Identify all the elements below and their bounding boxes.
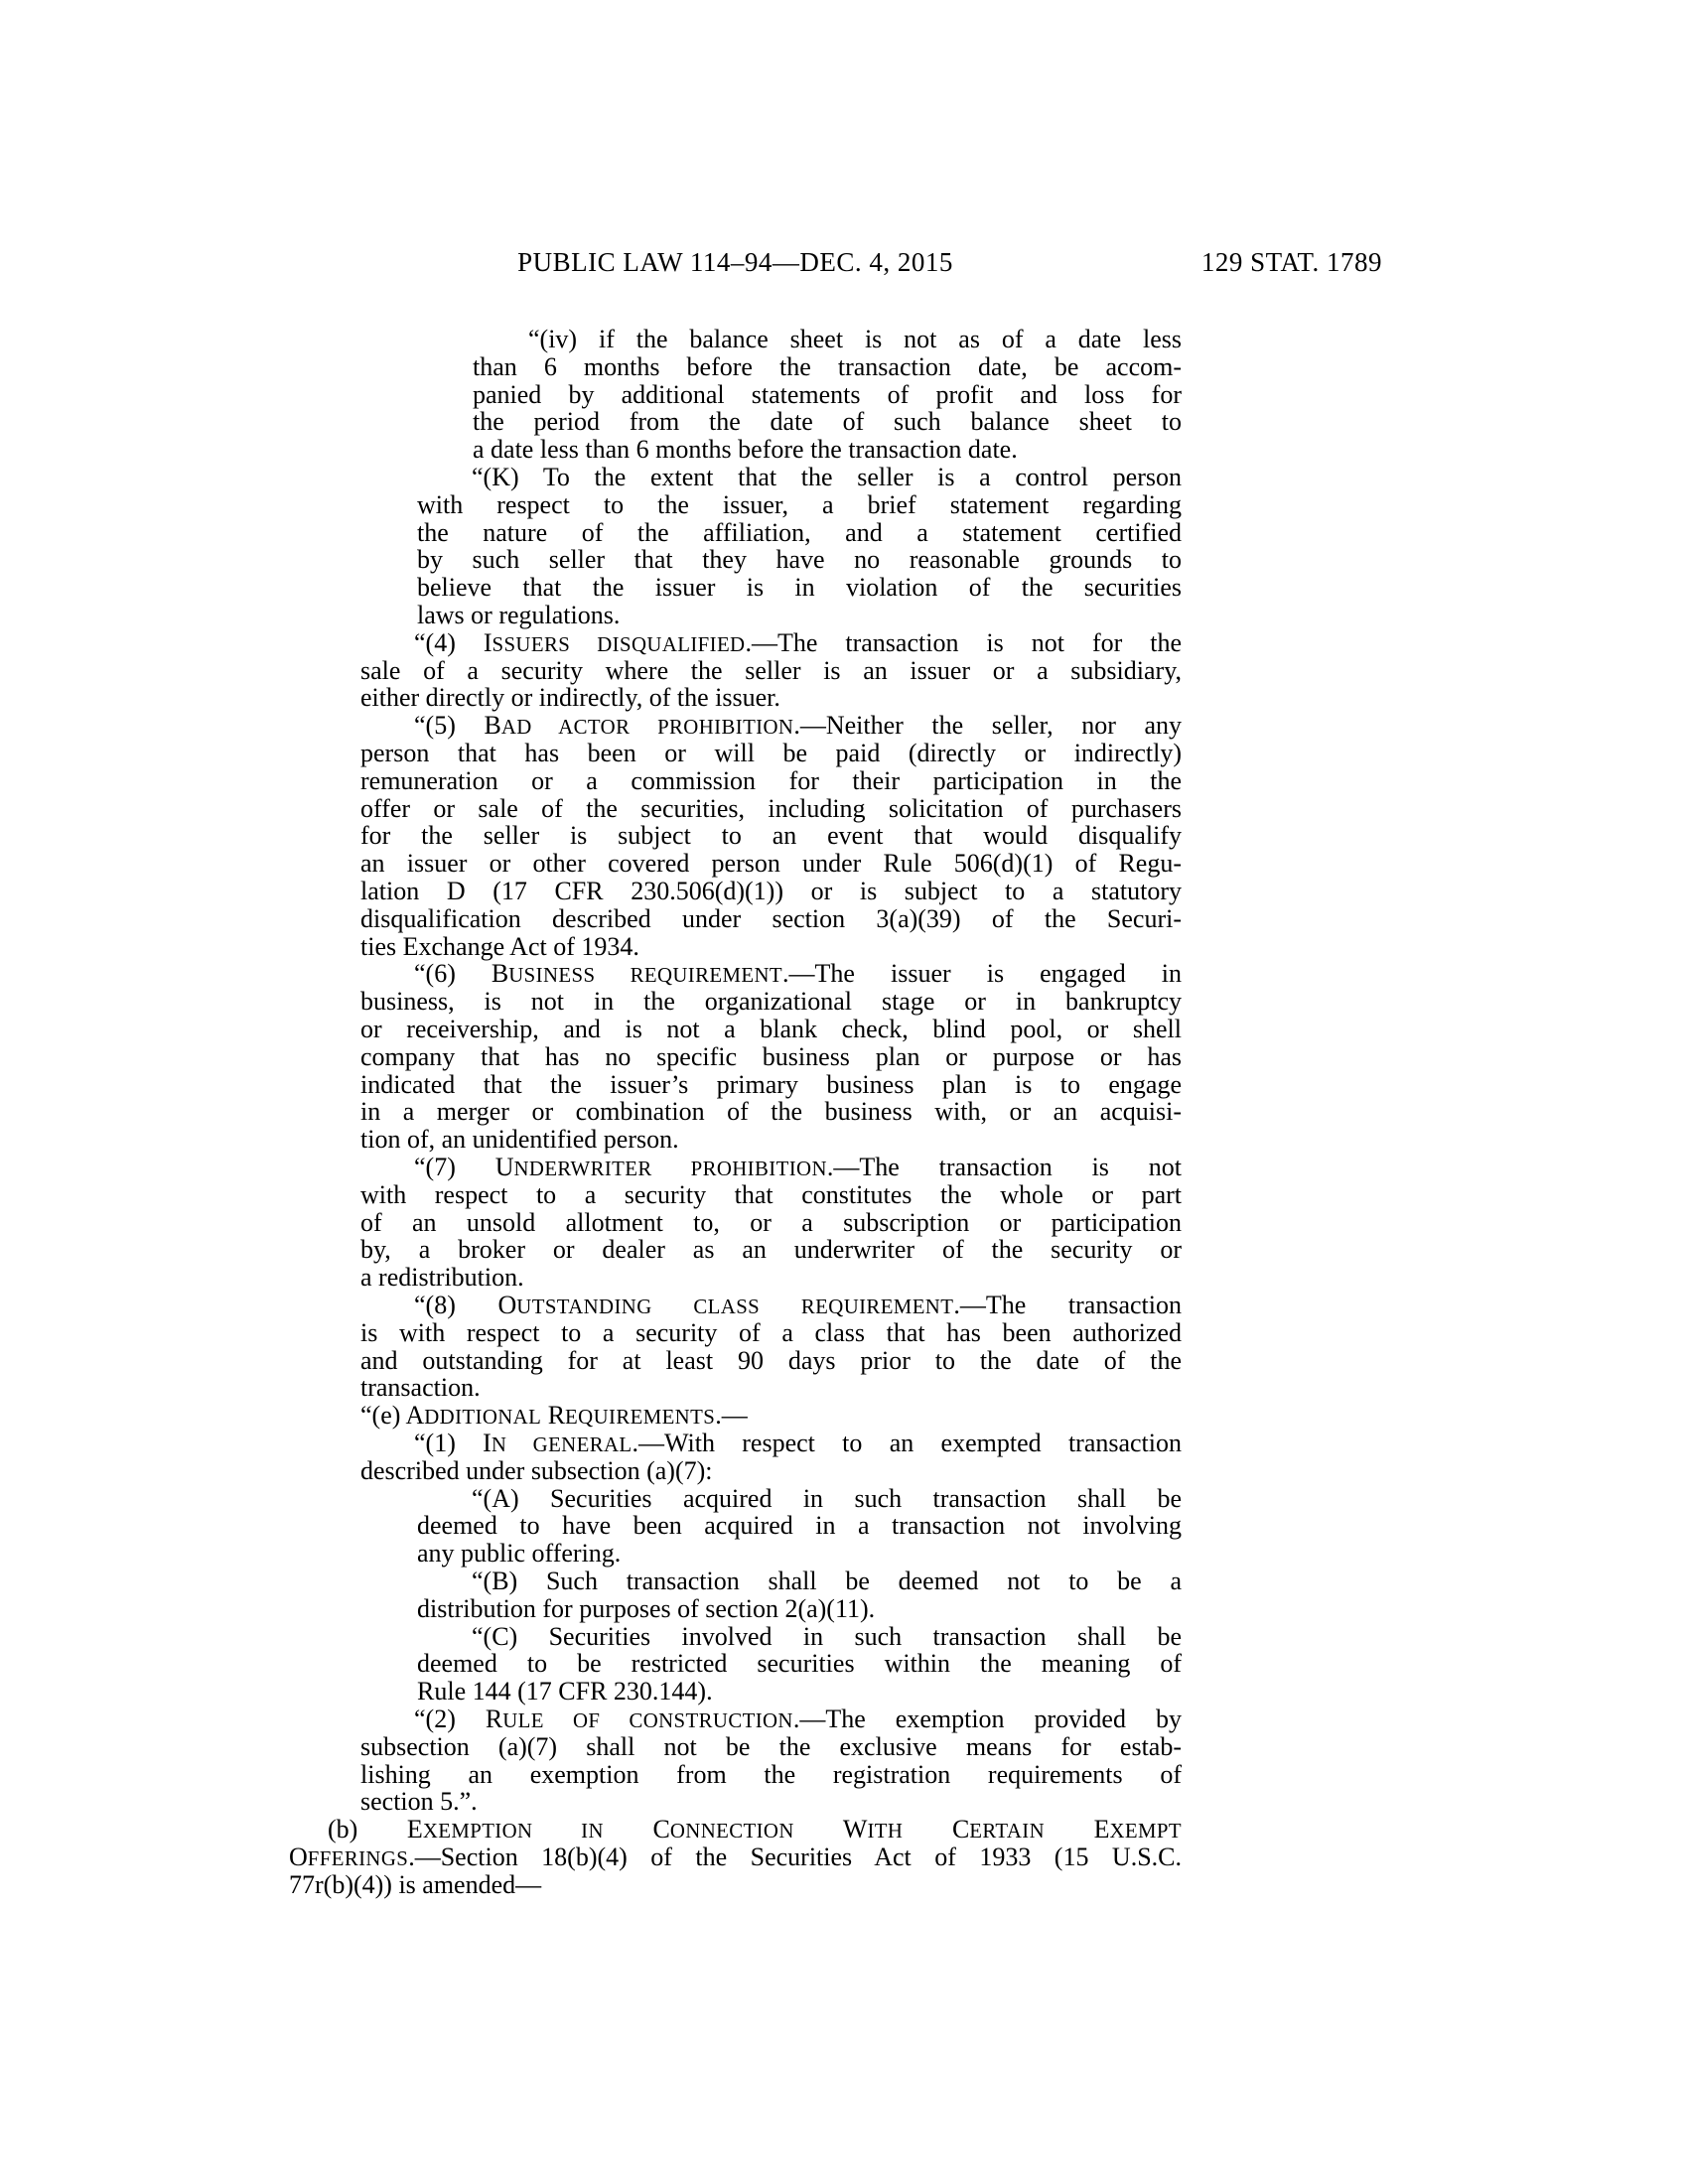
statute-paragraph-para-4 bbox=[360, 629, 1182, 712]
text-line: “(7) UNDERWRITER PROHIBITION.—The transaction is not bbox=[414, 1153, 1182, 1181]
text-line: described under subsection (a)(7): bbox=[360, 1455, 713, 1485]
text-line: “(1) IN GENERAL.—With respect to an exempted transaction bbox=[414, 1429, 1183, 1457]
text-line: section 5.”. bbox=[360, 1787, 478, 1817]
small-caps-text: N GENERAL bbox=[491, 1433, 633, 1456]
text-line: any public offering. bbox=[417, 1539, 622, 1569]
statute-paragraph-clause-iv bbox=[473, 326, 1182, 464]
small-caps-text: ULE OF CONSTRUCTION bbox=[502, 1709, 793, 1732]
small-caps-text: UTSTANDING CLASS REQUIREMENT bbox=[516, 1296, 954, 1318]
text-line: “(5) BAD ACTOR PROHIBITION.—Neither the seller, nor any bbox=[414, 711, 1183, 741]
header-law-title: PUBLIC LAW 114–94—DEC. 4, 2015 bbox=[517, 247, 953, 277]
small-caps-text: SSUERS DISQUALIFIED bbox=[492, 632, 746, 656]
text-line: sale of a security where the seller is an issuer or a subsidiary, bbox=[360, 655, 1182, 685]
text-line: either directly or indirectly, of the issuer. bbox=[360, 683, 780, 713]
text-line: panied by additional statements of profit and loss for bbox=[473, 379, 1182, 409]
text-line: by, a broker or dealer as an underwriter of the security or bbox=[360, 1235, 1182, 1265]
small-caps-text: EQUIREMENTS bbox=[565, 1406, 716, 1430]
text-line: deemed to have been acquired in a transaction not involving bbox=[417, 1511, 1182, 1541]
text-line: distribution for purposes of section 2(a)(11). bbox=[417, 1593, 876, 1623]
header-stat-page-number: 129 STAT. 1789 bbox=[1200, 247, 1382, 277]
text-line: “(2) RULE OF CONSTRUCTION.—The exemption provided by bbox=[414, 1705, 1182, 1733]
text-line: lation D (17 CFR 230.506(d)(1)) or is subject to a statutory bbox=[360, 876, 1182, 905]
statute-paragraph-para-5 bbox=[360, 712, 1182, 960]
text-line: the period from the date of such balance sheet to bbox=[473, 407, 1182, 437]
text-line: (b) EXEMPTION IN CONNECTION WITH CERTAIN EXEMPT bbox=[328, 1815, 1182, 1844]
text-line: believe that the issuer is in violation of the securities bbox=[417, 573, 1182, 603]
text-line: remuneration or a commission for their participation in the bbox=[360, 765, 1182, 795]
text-line: “(8) OUTSTANDING CLASS REQUIREMENT.—The transaction bbox=[414, 1291, 1182, 1319]
statute-paragraph-subsec-e bbox=[360, 1402, 1182, 1430]
text-line: offer or sale of the securities, including solicitation of purchasers bbox=[360, 793, 1182, 823]
small-caps-text: XEMPTION IN bbox=[422, 1820, 604, 1843]
small-caps-text: USINESS REQUIREMENT bbox=[508, 964, 783, 988]
statute-paragraph-para-6 bbox=[360, 960, 1182, 1154]
text-line: person that has been or will be paid (directly or indirectly) bbox=[360, 738, 1182, 767]
small-caps-text: FFERINGS bbox=[307, 1846, 409, 1870]
text-line: deemed to be restricted securities within the meaning of bbox=[417, 1649, 1182, 1679]
statute-paragraph-subpara-C bbox=[417, 1623, 1182, 1706]
text-line: “(6) BUSINESS REQUIREMENT.—The issuer is engaged in bbox=[414, 959, 1183, 989]
statute-paragraph-subpara-B bbox=[417, 1568, 1182, 1623]
text-line: laws or regulations. bbox=[417, 600, 621, 629]
text-line: for the seller is subject to an event that would disqualify bbox=[360, 821, 1182, 851]
text-line: the nature of the affiliation, and a statement certified bbox=[417, 517, 1182, 547]
text-line: tion of, an unidentified person. bbox=[360, 1125, 679, 1155]
small-caps-text: AD ACTOR PROHIBITION bbox=[500, 716, 794, 740]
text-line: or receivership, and is not a blank check, blind pool, or shell bbox=[360, 1014, 1182, 1043]
statute-paragraph-para-8 bbox=[360, 1292, 1182, 1402]
text-line: disqualification described under section 3(a)(39) of the Securi- bbox=[360, 903, 1182, 933]
text-line: “(e) ADDITIONAL REQUIREMENTS.— bbox=[360, 1401, 748, 1431]
text-line: ties Exchange Act of 1934. bbox=[360, 931, 639, 961]
text-line: “(C) Securities involved in such transaction shall be bbox=[472, 1621, 1182, 1651]
text-line: by such seller that they have no reasonable grounds to bbox=[417, 545, 1182, 575]
text-line: lishing an exemption from the registration requirements of bbox=[360, 1759, 1182, 1789]
text-line: with respect to a security that constitutes the whole or part bbox=[360, 1179, 1182, 1209]
text-line: is with respect to a security of a class that has been authorized bbox=[360, 1317, 1182, 1347]
text-line: an issuer or other covered person under Rule 506(d)(1) of Regu- bbox=[360, 849, 1182, 879]
text-line: in a merger or combination of the business with, or an acquisi- bbox=[360, 1097, 1182, 1127]
text-line: “(iv) if the balance sheet is not as of a date less bbox=[528, 325, 1182, 353]
small-caps-text: ONNECTION bbox=[669, 1820, 794, 1843]
statute-paragraph-para-2 bbox=[360, 1706, 1182, 1816]
text-line: Rule 144 (17 CFR 230.144). bbox=[417, 1677, 713, 1706]
text-line: subsection (a)(7) shall not be the exclusive means for estab- bbox=[360, 1731, 1182, 1761]
text-line: indicated that the issuer’s primary business plan is to engage bbox=[360, 1069, 1182, 1099]
statute-paragraph-subpara-A bbox=[417, 1485, 1182, 1568]
statute-paragraph-subpara-K bbox=[417, 464, 1182, 629]
statute-paragraph-para-7 bbox=[360, 1154, 1182, 1292]
text-line: with respect to the issuer, a brief statement regarding bbox=[417, 489, 1182, 519]
text-line: company that has no specific business plan or purpose or has bbox=[360, 1041, 1182, 1071]
text-line: “(K) To the extent that the seller is a control person bbox=[472, 463, 1182, 491]
text-line: “(B) Such transaction shall be deemed not to be a bbox=[472, 1567, 1182, 1595]
small-caps-text: DDITIONAL bbox=[424, 1406, 542, 1430]
text-line: than 6 months before the transaction date, be accom- bbox=[473, 351, 1182, 381]
statute-paragraph-subsec-b bbox=[289, 1816, 1182, 1898]
text-line: of an unsold allotment to, or a subscription or participation bbox=[360, 1207, 1182, 1237]
text-line: OFFERINGS.—Section 18(b)(4) of the Securities Act of 1933 (15 U.S.C. bbox=[289, 1842, 1182, 1871]
small-caps-text: XEMPT bbox=[1109, 1820, 1182, 1843]
small-caps-text: ITH bbox=[867, 1820, 904, 1843]
text-line: “(A) Securities acquired in such transaction shall be bbox=[472, 1483, 1182, 1513]
text-line: a redistribution. bbox=[360, 1263, 524, 1293]
small-caps-text: ERTAIN bbox=[969, 1820, 1046, 1843]
text-line: and outstanding for at least 90 days prior to the date of the bbox=[360, 1345, 1182, 1375]
text-line: a date less than 6 months before the transaction date. bbox=[473, 435, 1018, 465]
text-line: 77r(b)(4)) is amended— bbox=[289, 1869, 542, 1899]
small-caps-text: NDERWRITER PROHIBITION bbox=[513, 1158, 827, 1180]
text-line: business, is not in the organizational stage or in bankruptcy bbox=[360, 987, 1182, 1017]
text-line: “(4) ISSUERS DISQUALIFIED.—The transaction is not for the bbox=[414, 627, 1182, 657]
statute-paragraph-para-1 bbox=[360, 1430, 1182, 1485]
text-line: transaction. bbox=[360, 1373, 481, 1403]
